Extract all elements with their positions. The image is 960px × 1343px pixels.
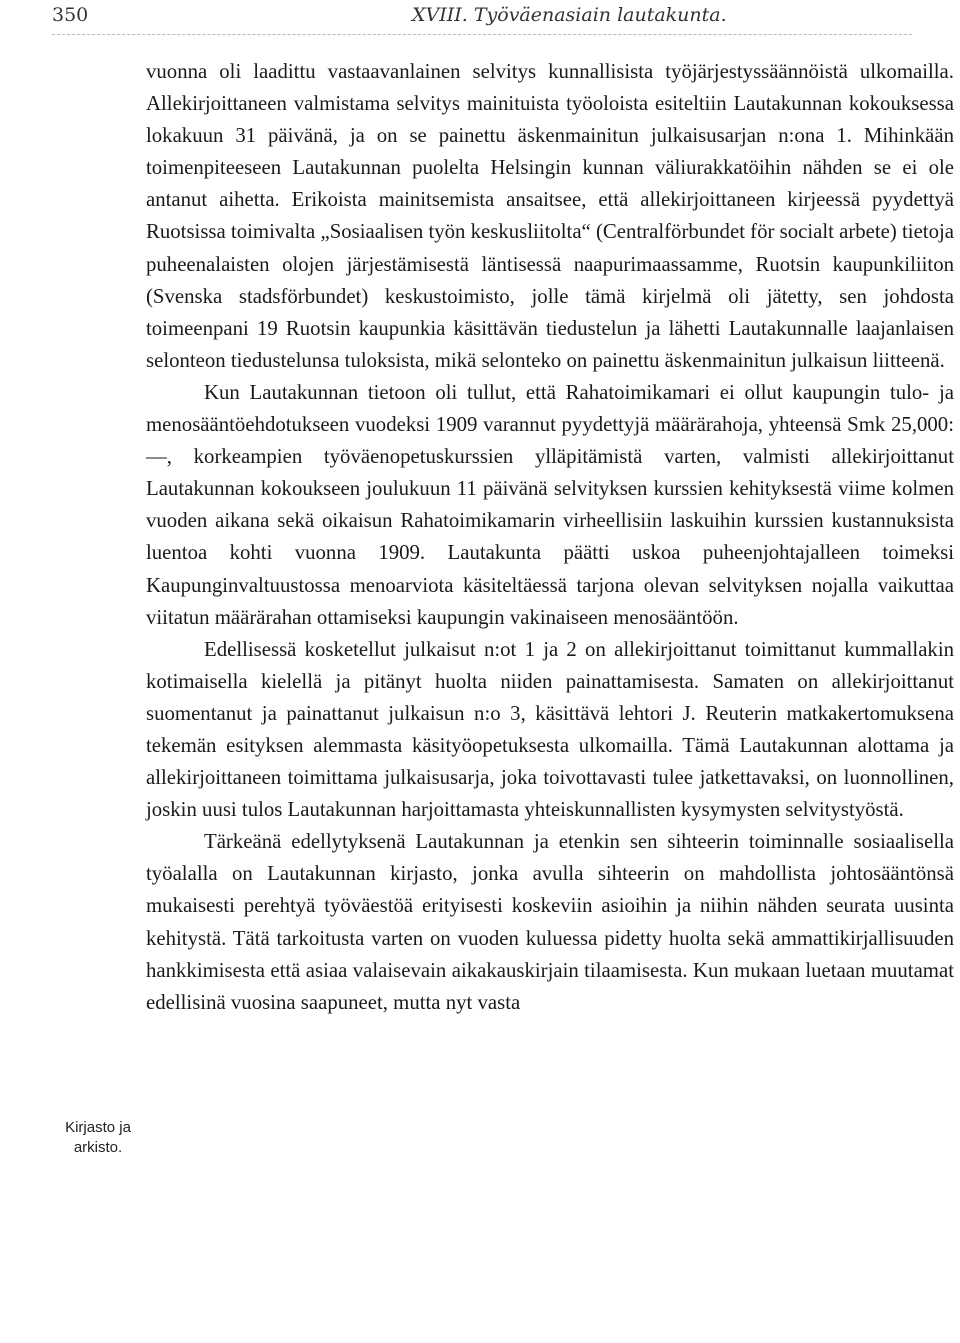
page-number: 350	[52, 4, 89, 26]
margin-note	[58, 1118, 138, 1158]
page-header	[52, 0, 912, 40]
margin-note-line: Kirjasto ja	[65, 1119, 131, 1136]
paragraph-library: Tärkeänä edellytyksenä Lautakunnan ja etenkin sen sihteerin toiminnalle sosiaalisella työalalla on Lautakunnan kirjasto, jonka avulla sihteerin on mahdollista johtosääntönsä mukaisesti perehtyä työväestöä erityisesti koskeviin asioihin ja niihin nähden seurata uusinta kehitystä. Tätä tarkoitusta varten on vuoden kuluessa pidetty huolta sekä ammattikirjallisuuden hankkimisesta että asiaa valaisevain aikakauskirjain tilaamisesta. Kun mukaan luetaan muutamat edellisinä vuosina saapuneet, mutta nyt vasta	[146, 830, 954, 1014]
paragraph-publications: Edellisessä kosketellut julkaisut n:ot 1 ja 2 on allekirjoittanut toimittanut kummallakin kotimaisella kielellä ja pitänyt huolta niiden painattamisesta. Samaten on allekirjoittanut suomentanut ja painattanut julkaisun n:o 3, käsittävä lehtori J. Reuterin matkakertomuksena tekemän esityksen alemmasta käsityöopetuksesta ulkomailla. Tämä Lautakunnan alottama ja allekirjoittaneen toimittama julkaisusarja, joka toivottavasti tulee jatkettavaksi, on luonnollinen, joskin uusi tulos Lautakunnan harjoittamasta yhteiskunnallisten kysymysten selvitystyöstä.	[146, 637, 954, 822]
margin-note-line: arkisto.	[73, 1139, 123, 1156]
paragraph-courses: Kun Lautakunnan tietoon oli tullut, että Rahatoimikamari ei ollut kaupungin tulo- ja menosääntöehdotukseen vuodeksi 1909 varannut pyydettyjä määrärahoja, yhteensä Smk 25,000: —, korkeampien työväenopetuskurssien ylläpitämistä varten, valmisti allekirjoittanut Lautakunnan kokoukseen joulukuun 11 päivänä selvityksen kurssien kehityksestä viime kolmen vuoden aikana sekä oikaisun Rahatoimikamarin virheellisiin laskuihin kurssien kustannuksista luentoa kohti vuonna 1909. Lautakunta päätti uskoa puheenjohtajalleen toimeksi Kaupunginvaltuustossa menoarviota käsiteltäessä tarjona olevan selvityksen nojalla vaikuttaa viitatun määrärahan ottamiseksi kaupungin vakinaiseen menosääntöön.	[146, 380, 954, 629]
running-title: XVIII. Työväenasiain lautakunta.	[412, 4, 727, 26]
header-rule	[52, 34, 912, 35]
paragraph-continuation: vuonna oli laadittu vastaavanlainen selvitys kunnallisista työjärjestyssäännöistä ulkomailla. Allekirjoittaneen valmistama selvitys mainituista työoloista esiteltiin Lautakunnan kokouksessa lokakuun 31 päivänä, ja on se painettu äskenmainitun julkaisusarjan n:ona 1. Mihinkään toimenpiteeseen Lautakunnan puolelta Helsingin kunnan väliurakkatöihin nähden se ei ole antanut aihetta. Erikoista mainitsemista ansaitsee, että allekirjoittaneen kirjeessä pyydettyä Ruotsissa toimivalta „Sosiaalisen työn keskusliitolta“ (Centralförbundet för socialt arbete) tietoja puheenalaisten olojen järjestämisestä läntisessä naapurimaassamme, Ruotsin kaupunkiliiton (Svenska stadsförbundet) keskustoimisto, jolle tämä kirjelmä oli jätetty, sen johdosta toimeenpani 19 Ruotsin kaupunkia käsittävän tiedustelun ja lähetti Lautakunnalle laajanlaisen selonteon tiedustelunsa tuloksista, mikä selonteko on painettu äskenmainitun julkaisun liitteenä.	[146, 60, 954, 372]
body-text	[146, 56, 954, 1019]
